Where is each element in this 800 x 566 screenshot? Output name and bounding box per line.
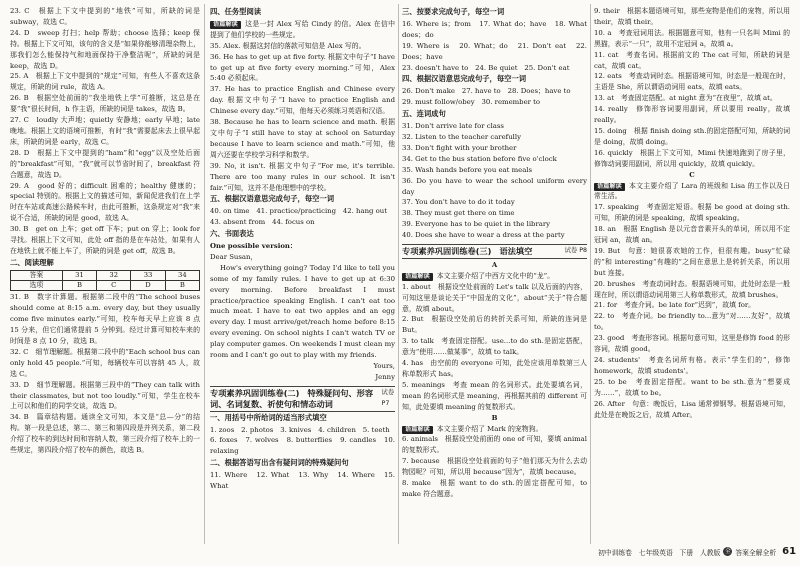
section-heading-writing: 六、书面表达 — [210, 229, 254, 239]
answer-35: 35. Alex. 根据这封信的落款可知信是 Alex 写的。 — [210, 41, 366, 50]
exercise-34: 34. Get to the bus station before five o'clock — [402, 154, 557, 163]
answer-grammar-21: 21. for 考查介词。be late for“迟到”，故填 for。 — [594, 301, 756, 310]
column-3 — [402, 6, 587, 500]
answer-grammar-15: 15. doing 根据 finish doing sth.的固定搭配可知，所缺的词是 doing，故填 doing。 — [594, 126, 790, 146]
exercise-1-5: 1. zoos 2. photos 3. knives 4. children 5. teeth — [210, 425, 390, 434]
column-divider — [204, 4, 205, 544]
exercise-37: 37. You don't have to do it today — [402, 198, 515, 207]
column-4 — [594, 6, 790, 420]
part-c-label: C — [689, 170, 695, 179]
exercise-31: 31. Don't arrive late for class — [402, 122, 504, 131]
section-heading-translate: 五、根据汉语意思完成句子，每空一词 — [210, 194, 335, 204]
table-cell: 答案 — [11, 270, 63, 280]
column-1 — [10, 6, 200, 456]
footer-label: 初中训练卷 七年级英语 下册 人教版 — [598, 548, 721, 557]
answer-27: 27. C loudly 大声地；quietly 安静地；early 早地；late 晚地。根据上文的语境可推断，有时“我”需要起床去上很早起床，所缺的词是 early，故选 C。 — [10, 116, 200, 146]
answer-grammar-5: 5. meanings 考查 mean 的名词形式。此处要填名词，mean 的名词形式是 meaning，再根据其前的 different 可知，此处要填 meaning 的复数形式。 — [402, 380, 587, 411]
exercise-11-15: 11. Where 12. What 13. Why 14. Where 15. What — [210, 471, 395, 491]
unit-title-2 — [210, 386, 395, 412]
table-cell: D — [131, 281, 165, 291]
passage-badge: 语篇解读 — [210, 21, 241, 29]
answer-grammar-26: 26. After 句意：晚饭后，Lisa 通常弹钢琴。根据语境可知，此处是在晚饭之后，故填 After。 — [594, 399, 790, 419]
exercise-16-18: 16. Where is；from 17. What do；have 18. What does；do — [402, 19, 587, 39]
unit-title-2-text: 专项素养巩固训练卷(二) 特殊疑问句、形容词、名词复数、祈使句和情态动词 — [210, 387, 374, 409]
exercise-36: 36. Do you have to wear the school uniform every day — [402, 176, 587, 196]
passage-intro-text: 这是一封 Alex 写给 Cindy 的信。Alex 在信中提到了他们学校的一些规定。 — [210, 19, 395, 39]
exercise-39: 39. Everyone has to be quiet in the library — [402, 220, 551, 229]
table-cell: B — [62, 281, 96, 291]
part-b-label: B — [491, 413, 498, 422]
passage-b-intro-text: 本文主要介绍了 Mark 的宠物狗。 — [436, 424, 543, 433]
section-heading-task-reading: 四、任务型阅读 — [210, 7, 262, 16]
table-cell: 31 — [62, 270, 96, 280]
brand-logo-icon: 全 — [724, 548, 731, 555]
letter-closing: Yours, — [373, 362, 395, 370]
answer-grammar-1: 1. about 根据设空处前面的 Let's talk 以及后面的内容，可知这里是谈论关于“中国龙的文化”，about“关于”符合题意，故填 about。 — [402, 282, 587, 313]
answer-28: 28. D 根据上下文中提到的“ham”和“egg”以及空处后面的“breakfast”可知，“我”就可以节省时间了，breakfast 符合题意，故选 D。 — [10, 148, 200, 179]
answer-grammar-4: 4. has 由空前的 everyone 可知，此处应该用单数第三人称单数形式 has。 — [402, 359, 587, 378]
answer-table — [10, 270, 200, 292]
exercise-23-25: 23. doesn't have to 24. Be quiet 25. Don't eat — [402, 63, 570, 72]
answer-grammar-9: 9. their 根据本题语境可知，那些宠物是他们的宠物，所以用 their，故填 their。 — [594, 7, 790, 26]
passage-badge: 语篇解读 — [594, 183, 625, 191]
page-footer — [598, 546, 796, 557]
exercise-38: 38. They must get there on time — [402, 209, 515, 218]
answer-37: 37. He has to practice English and Chinese every day. 根据文中句子“I have to practice English and Chinese every day.”可知，他每天必须练习英语和汉语。 — [210, 85, 395, 116]
answers-43-44: 43. absent from 44. focus on — [210, 218, 315, 227]
exercise-40: 40. Does she have to wear a dress at the party — [402, 231, 565, 240]
exercise-19-22: 19. Where is 20. What；do 21. Don't eat 22. Does；have — [402, 41, 587, 61]
answer-30: 30. B get on 上车；get off 下车；put on 穿上；look for 寻找。根据上下文可知，此处 off 指的是在车站处，如果有人在地铁上就不能上车了，所缺的词是 get off，故选 B。 — [10, 225, 200, 255]
answer-grammar-8: 8. make 根据 want to do sth.的固定搭配可知，to make 符合题意。 — [402, 479, 587, 498]
sample-version-label: One possible version： — [210, 242, 297, 251]
exercise-29-30: 29. must follow/obey 30. remember to — [402, 98, 541, 107]
unit-title-3-page: 试卷 P8 — [564, 247, 587, 255]
exercise-26-28: 26. Don't make 27. have to 28. Does；have to — [402, 87, 571, 96]
letter-greeting: Dear Susan， — [210, 252, 258, 261]
answer-grammar-3: 3. to talk 考查固定搭配。use...to do sth.是固定搭配，意为“使用……做某事”，故填 to talk。 — [402, 337, 587, 357]
exercise-6-10: 6. foxes 7. wolves 8. butterflies 9. candles 10. relaxing — [210, 436, 395, 456]
table-cell: B — [165, 281, 199, 291]
exercise-32: 32. Listen to the teacher carefully — [402, 132, 521, 141]
passage-c-intro-text: 本文主要介绍了 Lara 的班级和 Lisa 的工作以及日常生活。 — [594, 181, 790, 201]
footer-sublabel: 答案全解全析 — [735, 548, 777, 557]
section-heading-reading: 二、阅读理解 — [10, 257, 54, 267]
answer-33: 33. D 细节理解题。根据第三段中的“They can talk with their classmates, but not too loudly.”可知，学生在校车上可以和他们的同学交谈，故选 D。 — [10, 380, 200, 411]
answer-39: 39. No, it isn't. 根据文中句子“For me, it's terrible. There are too many rules in our school. It isn't fair.”可知，这并不是他理想中的学校。 — [210, 161, 395, 192]
table-cell: C — [97, 281, 131, 291]
passage-intro — [210, 19, 395, 41]
passage-badge: 语篇解读 — [402, 426, 433, 434]
answer-grammar-6: 6. animals 根据设空处前面的 one of 可知，要填 animal 的复数形式。 — [402, 435, 587, 455]
passage-a-intro — [402, 271, 587, 282]
answer-grammar-22: 22. to 考查介词。be friendly to...意为“对……友好”，故填 to。 — [594, 312, 790, 332]
passage-a-intro-text: 本文主要介绍了中西方文化中的“龙”。 — [436, 271, 555, 280]
answer-31: 31. B 数字计算题。根据第二段中的“The school buses should come at 8:15 a.m. every day, but they usually come five minutes early.”可知，校车每天早上应该 8 点 15 分来，但它们通常提前 5 分钟到。经过计算可知校车来的时间是 8 点 10 分，故选 B。 — [10, 293, 200, 345]
section-heading-complete: 四、根据汉语意思完成句子，每空一词 — [402, 74, 527, 84]
answer-23: 23. C 根据上下文中提到的“地铁”可知，所缺的词是 subway，故选 C。 — [10, 7, 200, 26]
part-a-label: A — [491, 260, 498, 269]
column-2 — [210, 6, 395, 492]
answer-grammar-23: 23. good 考查形容词。根据句意可知，这里是修饰 food 的形容词，故填 good。 — [594, 334, 790, 354]
answer-grammar-11: 11. cat 考查名词。根据前文的 The cat 可知，所缺的词是 cat，故填 cat。 — [594, 50, 790, 70]
answer-26: 26. B 根据空处前面的“我坐地铁上学”可推断，这总是在要“我”很长时间，h 作主语，所缺的词是 takes，故选 B。 — [10, 94, 200, 114]
answers-40-42: 40. on time 41. practice/practicing 42. hang out — [210, 207, 387, 216]
table-row — [11, 281, 200, 291]
table-cell: 33 — [131, 270, 165, 280]
answer-grammar-19: 19. But 句意：她很喜欢她的工作，但很有趣。busy“忙碌的”和 interesting“有趣的”之间在意思上是转折关系，所以用 but 连接。 — [594, 246, 790, 277]
unit-title-2-page: 试卷 P7 — [381, 388, 395, 407]
column-divider — [590, 4, 591, 544]
table-cell: 34 — [165, 270, 199, 280]
answer-38: 38. Because he has to learn science and math. 根据文中句子“I still have to stay at school on Saturday because I have to learn science and math.”可知，他周六还要在学校学习科学和数学。 — [210, 118, 395, 159]
answer-32: 32. C 细节理解题。根据第二段中的“Each school bus can only hold 45 people.”可知，每辆校车可以容纳 45 人，故选 C。 — [10, 347, 200, 378]
exercise-35: 35. Wash hands before you eat meals — [402, 165, 533, 174]
letter-signature: Jenny — [375, 372, 395, 381]
answer-34: 34. B 篇章结构题。通读全文可知，本文是“总—分”的结构。第一段是总述，第二、第三和第四段是并列关系，第二段介绍了校车的到达时间和容纳人数，第三段介绍了校车上的一些规定，第四段介绍了校车的颜色，故选 B。 — [10, 413, 200, 455]
section-heading-rewrite: 三、按要求完成句子，每空一词 — [402, 7, 505, 16]
answer-24: 24. D sweep 打扫；help 帮助；choose 选择；keep 保持。根据上下文可知，该句的含义是“如果你能够清理杂物上，那我们怎么能保持气和地面保持干净整洁呢”，所缺的词是 keep，故选 D。 — [10, 28, 200, 70]
passage-c-intro — [594, 181, 790, 203]
column-divider — [398, 4, 399, 544]
answer-grammar-10: 10. a 考查冠词用法。根据题意可知，他有一只名叫 Mimi 的黑猫，表示“一只”，故用不定冠词 a，故填 a。 — [594, 28, 790, 48]
answer-grammar-13: 13. at 考查固定搭配。at night 意为“在夜里”，故填 at。 — [594, 94, 777, 103]
answer-grammar-12: 12. eats 考查动词时态。根据语境可知，时态是一般现在时，主语是 She，所以谓语动词用 eats，故填 eats。 — [594, 72, 790, 92]
answer-29: 29. A good 好的；difficult 困难的；healthy 健康的；special 特别的。根据上文的描述可知，新闻促进我们在上学时在车站或高速公路候车时，由此可推断，这条规定对“我”来说不合适，所缺的词是 good，故选 A。 — [10, 181, 200, 223]
section-heading-fill: 一、用括号中所给词的适当形式填空 — [210, 412, 327, 422]
answer-grammar-25: 25. to be 考查固定搭配。want to be sth.意为“想要成为……”，故填 to be。 — [594, 377, 790, 397]
unit-title-3-text: 专项素养巩固训练卷(三) 语法填空 — [402, 246, 533, 257]
answer-grammar-16: 16. quickly 根据上下文可知，Mimi 快速地跑到了房子里，修饰动词要用副词，所以用 quickly，故填 quickly。 — [594, 148, 790, 168]
answer-grammar-2: 2. But 根据设空处前后的转折关系可知，所缺的连词是 But。 — [402, 315, 587, 335]
passage-badge: 语篇解读 — [402, 273, 433, 281]
answer-36: 36. He has to get up at five forty. 根据文中句子“I have to get up at five forty every morning.”可知，Alex 5:40 必须起床。 — [210, 52, 395, 83]
answer-grammar-17: 17. speaking 考查固定短语。根据 be good at doing sth.可知，所缺的词是 speaking，故填 speaking。 — [594, 203, 790, 223]
table-cell: 32 — [97, 270, 131, 280]
passage-b-intro — [402, 424, 587, 435]
table-cell: 选项 — [11, 281, 63, 291]
answer-grammar-18: 18. an 根据 English 是以元音音素开头的单词，所以用不定冠词 an，故填 an。 — [594, 225, 790, 245]
answer-25: 25. A 根据上下文中提到的“规定”可知，有些人不喜欢这条规定，所缺的词 rule，故选 A。 — [10, 72, 200, 92]
section-heading-build-sentences: 五、连词成句 — [402, 109, 446, 119]
exercise-33: 33. Don't fight with your brother — [402, 143, 517, 152]
section-heading-questions: 二、根据答语写出含有疑问词的特殊疑问句 — [210, 458, 349, 468]
table-row — [11, 270, 200, 280]
answer-grammar-20: 20. brushes 考查动词时态。根据语境可知，此处时态是一般现在时，所以谓语动词用第三人称单数形式，故填 brushes。 — [594, 279, 790, 299]
unit-title-3 — [402, 244, 587, 259]
answer-grammar-7: 7. because 根据设空处前面的句子“他们那天为什么去动物园呢？可知，所以用 because“因为”，故填 because。 — [402, 457, 587, 477]
page-number: 61 — [782, 546, 797, 557]
answer-grammar-14: 14. really 修饰形容词要用副词，所以要用 really，故填 really。 — [594, 105, 790, 125]
answer-grammar-24: 24. students' 考查名词所有格。表示“学生们的”，修饰 homework，故填 students'。 — [594, 356, 790, 375]
letter-body: How's everything going? Today I'd like to tell you some of my family rules. I have to get up at 6:30 every morning. Before breakfast I must practice/practice speaking English. I can't eat too much meat. I have to eat two apples and an egg every day. I must arrive/get/reach home before 8:15 every evening. On school nights I can't watch TV or play computer games. On weekends I must clean my room and I can't go out to play with my friends. — [210, 263, 395, 360]
